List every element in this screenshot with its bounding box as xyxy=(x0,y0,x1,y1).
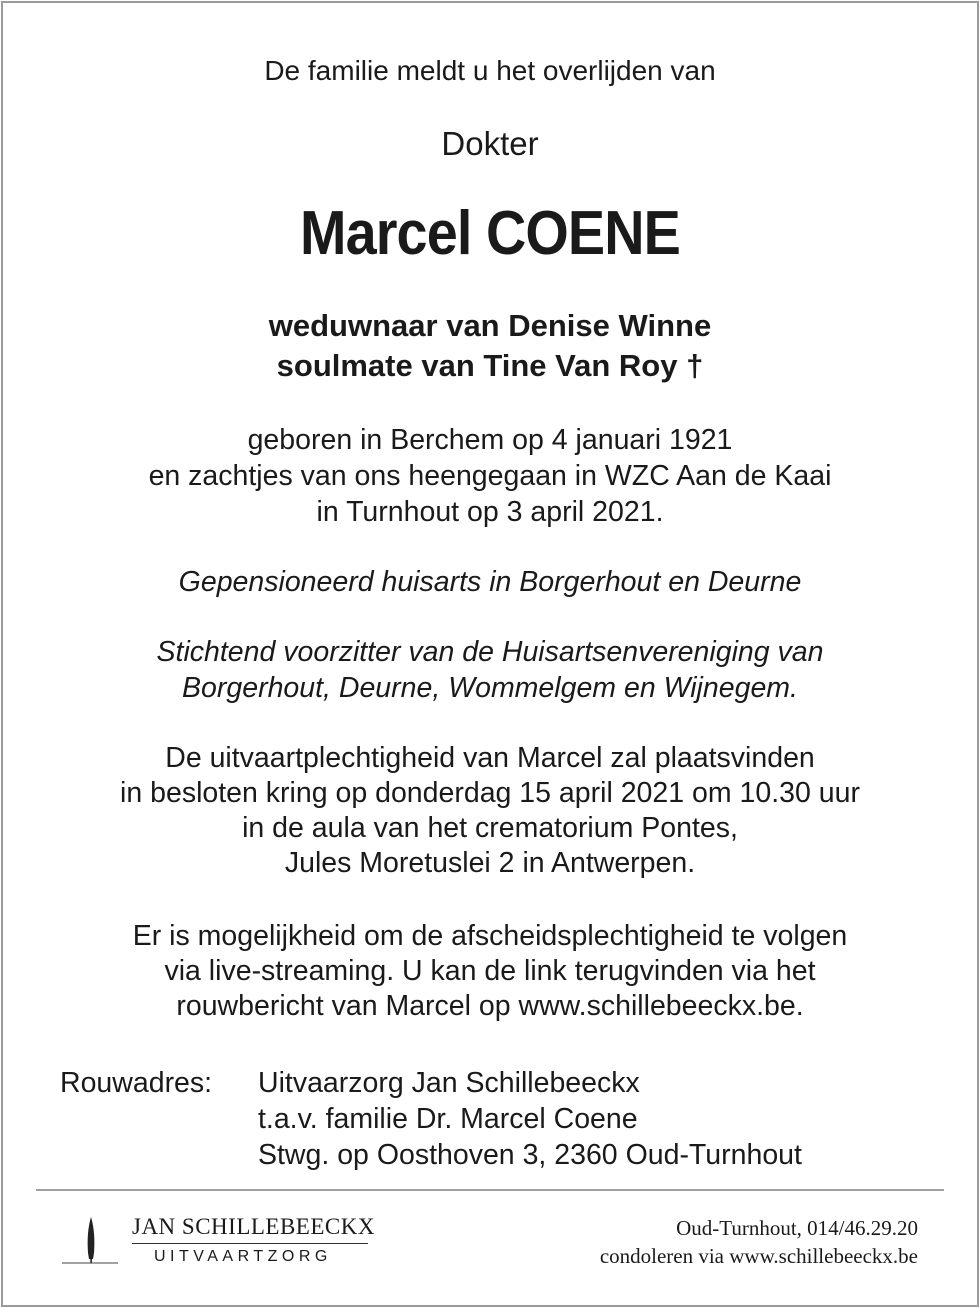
logo-subtitle: UITVAARTZORG xyxy=(154,1248,332,1265)
funeral-line: in de aula van het crematorium Pontes, xyxy=(242,812,738,844)
streaming-line: Er is mogelijkheid om de afscheidsplechtigheid te volgen xyxy=(132,920,848,952)
intro-line: De familie meldt u het overlijden van xyxy=(264,55,716,86)
career-line xyxy=(0,564,980,600)
funeral-home-logo xyxy=(62,1213,382,1273)
career-text: Gepensioneerd huisarts in Borgerhout en Deurne xyxy=(178,566,802,598)
streaming-line: via live-streaming. U kan de link terugvinden via het xyxy=(164,955,816,987)
streaming-line: rouwbericht van Marcel op www.schillebeeckx.be. xyxy=(176,990,804,1022)
funeral-line: in besloten kring op donderdag 15 april 2021 om 10.30 uur xyxy=(120,777,860,809)
address-line: t.a.v. familie Dr. Marcel Coene xyxy=(258,1103,638,1135)
founder-line: Borgerhout, Deurne, Wommelgem en Wijnegem. xyxy=(182,672,798,704)
footer-divider xyxy=(36,1189,944,1191)
address-line: Uitvaarzorg Jan Schillebeeckx xyxy=(258,1067,640,1099)
funeral-line: De uitvaartplechtigheid van Marcel zal plaatsvinden xyxy=(165,742,815,774)
relation-line: soulmate van Tine Van Roy † xyxy=(276,348,704,383)
logo-name: JAN SCHILLEBEECKX xyxy=(132,1214,375,1239)
address-line: Stwg. op Oosthoven 3, 2360 Oud-Turnhout xyxy=(258,1139,802,1171)
funeral-line: Jules Moretuslei 2 in Antwerpen. xyxy=(284,847,696,879)
founder-line: Stichtend voorzitter van de Huisartsenvereniging van xyxy=(156,636,824,668)
relation-line: weduwnaar van Denise Winne xyxy=(268,308,712,343)
deceased-title: Dokter xyxy=(441,125,539,162)
death-place-line: in Turnhout op 3 april 2021. xyxy=(316,496,664,528)
death-line: en zachtjes van ons heengegaan in WZC Aan de Kaai xyxy=(148,460,832,492)
deceased-name: Marcel COENE xyxy=(300,199,680,268)
birth-line: geboren in Berchem op 4 januari 1921 xyxy=(247,424,733,456)
streaming-block xyxy=(0,919,980,1024)
relations-block xyxy=(0,306,980,386)
contact-info xyxy=(600,1214,918,1270)
address-label: Rouwadres: xyxy=(60,1067,213,1099)
funeral-block xyxy=(0,741,980,881)
logo-rule xyxy=(132,1243,368,1244)
founder-block xyxy=(0,634,980,706)
address-lines xyxy=(258,1065,802,1173)
contact-phone: Oud-Turnhout, 014/46.29.20 xyxy=(676,1216,918,1240)
cypress-tree-icon xyxy=(62,1213,122,1269)
birth-death-block xyxy=(0,422,980,530)
contact-website: condoleren via www.schillebeeckx.be xyxy=(599,1244,918,1268)
